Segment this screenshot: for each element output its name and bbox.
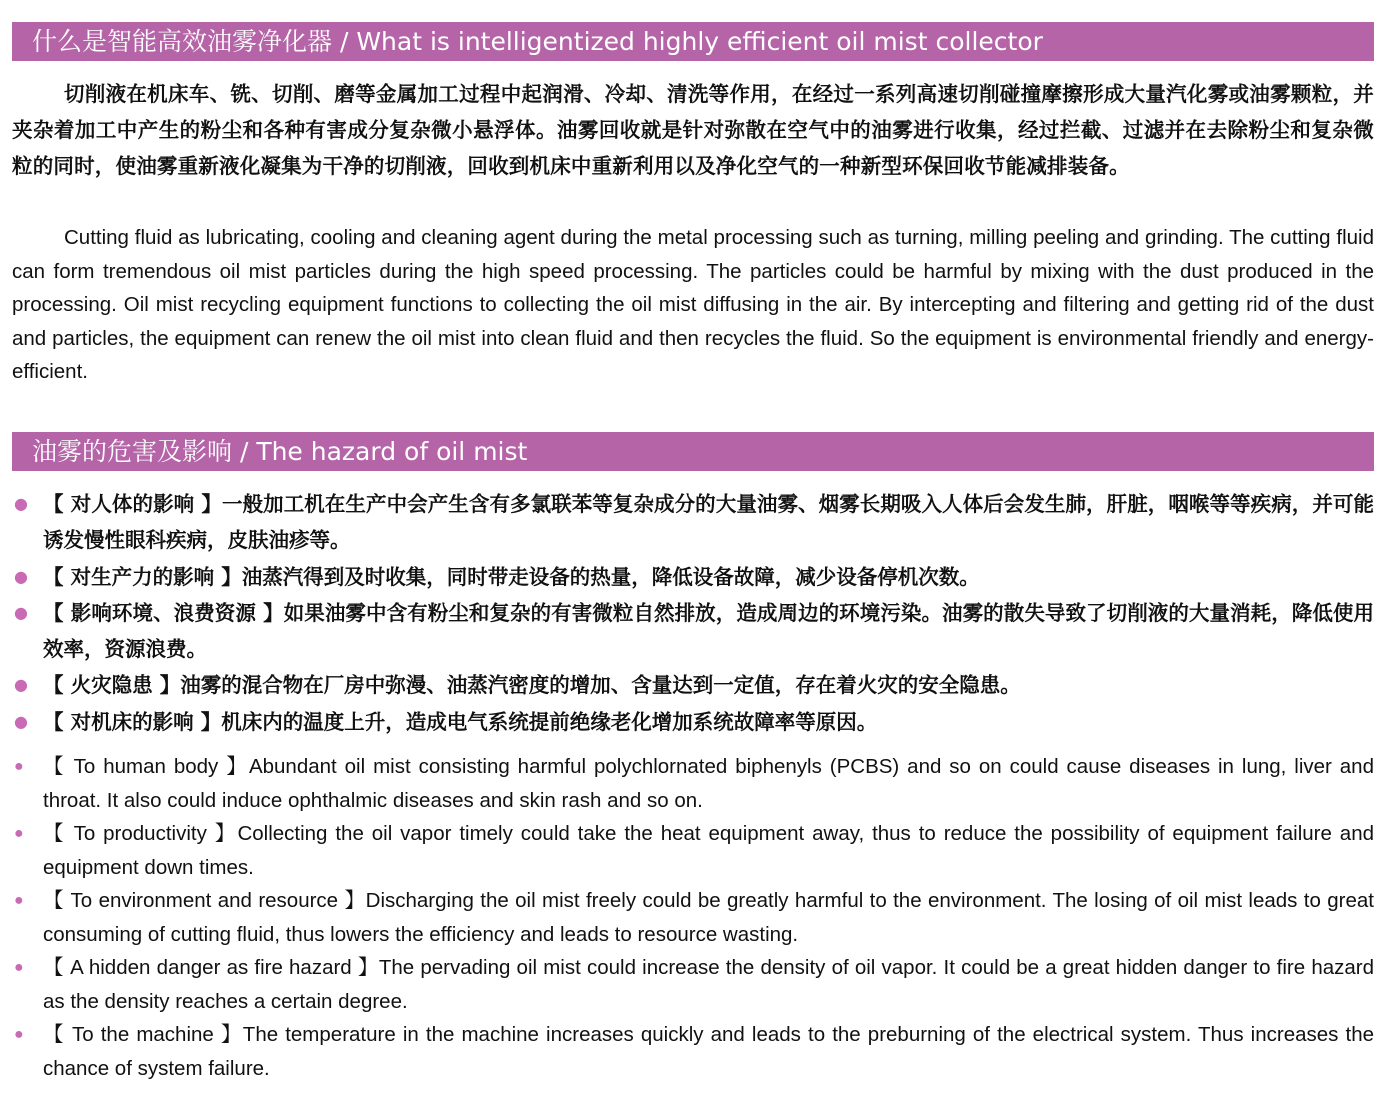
item-text: Discharging the oil mist freely could be greatly harmful to the environment. The losing of oil mist leads to great consuming of cutting fluid, thus lowers the efficiency and leads to resource wasting. — [43, 889, 1374, 946]
item-tag: 【 影响环境、浪费资源 】 — [43, 600, 284, 625]
bullet-icon: ● — [14, 602, 28, 622]
section-header-hazard: 油雾的危害及影响 / The hazard of oil mist — [12, 432, 1374, 471]
item-text: The pervading oil mist could increase the density of oil vapor. It could be a great hidden danger to fire hazard as the density reaches a certain degree. — [43, 956, 1374, 1013]
list-item — [12, 884, 1374, 951]
hazard-list-cn — [12, 486, 1374, 740]
item-tag: 【 To human body 】 — [43, 755, 249, 778]
list-item — [12, 750, 1374, 817]
bullet-icon: ● — [14, 892, 24, 909]
item-tag: 【 对生产力的影响 】 — [43, 564, 242, 589]
intro-paragraph-en: Cutting fluid as lubricating, cooling and cleaning agent during the metal processing such as turning, milling peeling and grinding. The cutting fluid can form tremendous oil mist particles during the high speed processing. The particles could be harmful by mixing with the dust produced in the processing. Oil mist recycling equipment functions to collecting the oil mist diffusing in the air. By intercepting and filtering and getting rid of the dust and particles, the equipment can renew the oil mist into clean fluid and then recycles the fluid. So the equipment is environmental friendly and energy-efficient. — [12, 226, 1374, 383]
bullet-icon: ● — [14, 675, 28, 695]
bullet-icon: ● — [14, 825, 24, 842]
item-tag: 【 To productivity 】 — [43, 822, 238, 845]
bullet-icon: ● — [14, 494, 28, 513]
item-tag: 【 A hidden danger as fire hazard 】 — [43, 956, 379, 979]
list-item — [12, 595, 1374, 668]
item-text: Collecting the oil vapor timely could take the heat equipment away, thus to reduce the possibility of equipment failure and equipment down times. — [43, 822, 1375, 879]
list-item — [12, 559, 1374, 595]
bullet-icon: ● — [14, 959, 24, 976]
hazard-list-en — [12, 750, 1374, 1085]
intro-paragraph-cn: 切削液在机床车、铣、切削、磨等金属加工过程中起润滑、冷却、清洗等作用，在经过一系列高速切削碰撞摩擦形成大量汽化雾或油雾颗粒，并夹杂着加工中产生的粉尘和各种有害成分复杂微小悬浮体。油雾回收就是针对弥散在空气中的油雾进行收集，经过拦截、过滤并在去除粉尘和复杂微粒的同时，使油雾重新液化凝集为干净的切削液，回收到机床中重新利用以及净化空气的一种新型环保回收节能减排装备。 — [12, 82, 1374, 178]
list-item — [12, 667, 1374, 703]
item-tag: 【 To the machine 】 — [43, 1023, 243, 1046]
bullet-icon: ● — [14, 1026, 24, 1043]
bullet-icon: ● — [14, 758, 24, 775]
item-text: Abundant oil mist consisting harmful polychlornated biphenyls (PCBS) and so on could cause diseases in lung, liver and throat. It also could induce ophthalmic diseases and skin rash and so on. — [43, 755, 1374, 812]
item-tag: 【 对人体的影响 】 — [43, 492, 222, 516]
item-text: 油雾的混合物在厂房中弥漫、油蒸汽密度的增加、含量达到一定值，存在着火灾的安全隐患。 — [180, 673, 1021, 698]
item-text: 机床内的温度上升，造成电气系统提前绝缘老化增加系统故障率等原因。 — [221, 709, 878, 734]
bullet-icon: ● — [14, 566, 28, 586]
item-text: The temperature in the machine increases quickly and leads to the preburning of the electrical system. Thus increases the chance of system failure. — [43, 1023, 1374, 1080]
item-tag: 【 对机床的影响 】 — [43, 709, 222, 734]
list-item — [12, 951, 1374, 1018]
item-text: 油蒸汽得到及时收集，同时带走设备的热量，降低设备故障，减少设备停机次数。 — [241, 564, 980, 589]
list-item — [12, 817, 1374, 884]
list-item — [12, 486, 1374, 559]
list-item — [12, 704, 1374, 740]
item-text: 一般加工机在生产中会产生含有多氯联苯等复杂成分的大量油雾、烟雾长期吸入人体后会发生肺，肝脏，咽喉等等疾病，并可能诱发慢性眼科疾病，皮肤油疹等。 — [43, 492, 1374, 553]
item-tag: 【 火灾隐患 】 — [43, 673, 181, 698]
item-text: 如果油雾中含有粉尘和复杂的有害微粒自然排放，造成周边的环境污染。油雾的散失导致了切削液的大量消耗，降低使用效率，资源浪费。 — [43, 600, 1374, 662]
section-header-what-is: 什么是智能高效油雾净化器 / What is intelligentized highly efficient oil mist collector — [12, 22, 1374, 61]
item-tag: 【 To environment and resource 】 — [43, 889, 366, 912]
list-item — [12, 1018, 1374, 1085]
bullet-icon: ● — [14, 711, 28, 731]
